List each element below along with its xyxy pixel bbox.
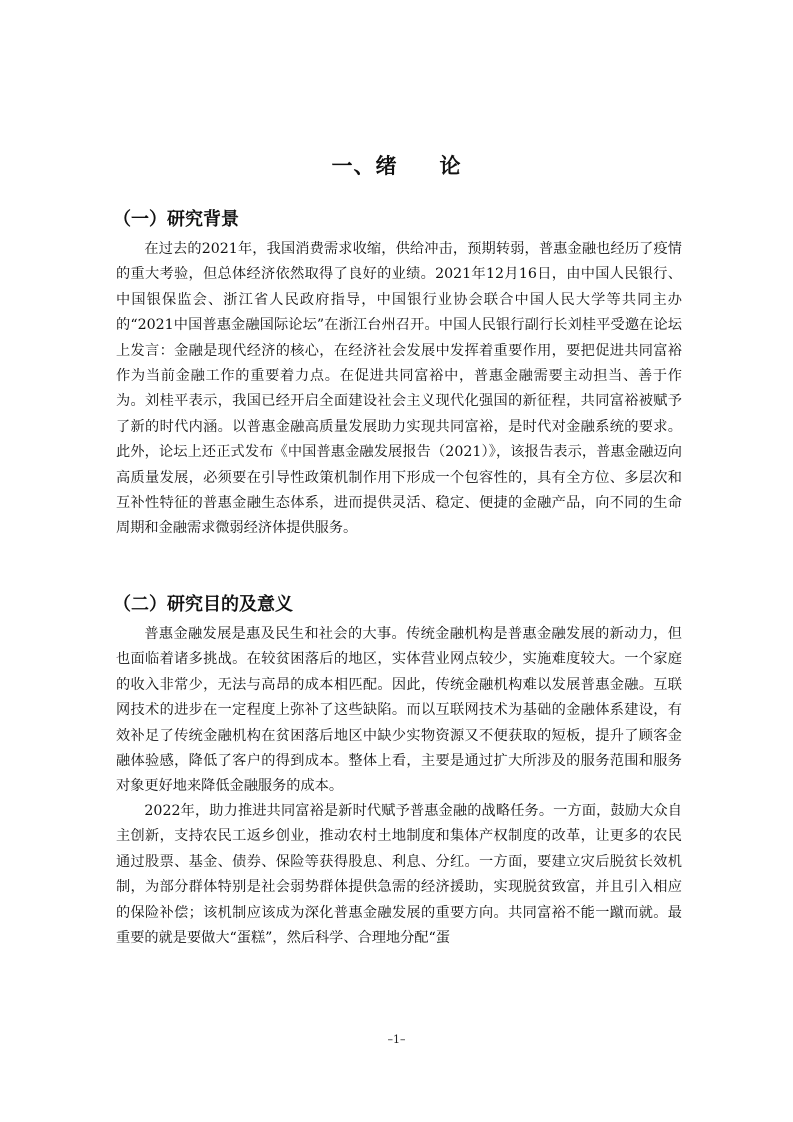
chapter-title-part1: 一、绪 <box>331 154 398 178</box>
chapter-title <box>0 150 793 180</box>
paragraph-background: 在过去的2021年，我国消费需求收缩，供给冲击，预期转弱，普惠金融也经历了疫情的重大考验，但总体经济依然取得了良好的业绩。2021年12月16日，由中国人民银行、中国银保监会、浙江省人民政府指导，中国银行业协会联合中国人民大学等共同主办的“2021中国普惠金融国际论坛”在浙江台州召开。中国人民银行副行长刘桂平受邀在论坛上发言：金融是现代经济的核心，在经济社会发展中发挥着重要作用，要把促进共同富裕作为当前金融工作的重要着力点。在促进共同富裕中，普惠金融需要主动担当、善于作为。刘桂平表示，我国已经开启全面建设社会主义现代化强国的新征程，共同富裕被赋予了新的时代内涵。以普惠金融高质量发展助力实现共同富裕，是时代对金融系统的要求。此外，论坛上还正式发布《中国普惠金融发展报告（2021）》，该报告表示，普惠金融迈向高质量发展，必须要在引导性政策机制作用下形成一个包容性的，具有全方位、多层次和互补性特征的普惠金融生态体系，进而提供灵活、稳定、便捷的金融产品，向不同的生命周期和金融需求微弱经济体提供服务。 <box>116 241 682 537</box>
paragraph-purpose-1: 普惠金融发展是惠及民生和社会的大事。传统金融机构是普惠金融发展的新动力，但也面临着诸多挑战。在较贫困落后的地区，实体营业网点较少，实施难度较大。一个家庭的收入非常少，无法与高昂的成本相匹配。因此，传统金融机构难以发展普惠金融。互联网技术的进步在一定程度上弥补了这些缺陷。而以互联网技术为基础的金融体系建设，有效补足了传统金融机构在贫困落后地区中缺少实物资源又不便获取的短板，提升了顾客金融体验感，降低了客户的得到成本。整体上看，主要是通过扩大所涉及的服务范围和服务对象更好地来降低金融服务的成本。 <box>116 626 682 795</box>
paragraph-purpose-2: 2022年，助力推进共同富裕是新时代赋予普惠金融的战略任务。一方面，鼓励大众自主创新，支持农民工返乡创业，推动农村土地制度和集体产权制度的改革，让更多的农民通过股票、基金、债券、保险等获得股息、利息、分红。一方面，要建立灾后脱贫长效机制，为部分群体特别是社会弱势群体提供急需的经济援助，实现脱贫致富，并且引入相应的保险补偿；该机制应该成为深化普惠金融发展的重要方向。共同富裕不能一蹴而就。最重要的就是要做大“蛋糕”，然后科学、合理地分配“蛋 <box>116 803 682 947</box>
chapter-title-part2: 论 <box>439 154 462 178</box>
section-heading-purpose: （二）研究目的及意义 <box>113 594 293 615</box>
section-heading-background: （一）研究背景 <box>113 209 239 230</box>
page-number: –1– <box>387 1033 406 1046</box>
